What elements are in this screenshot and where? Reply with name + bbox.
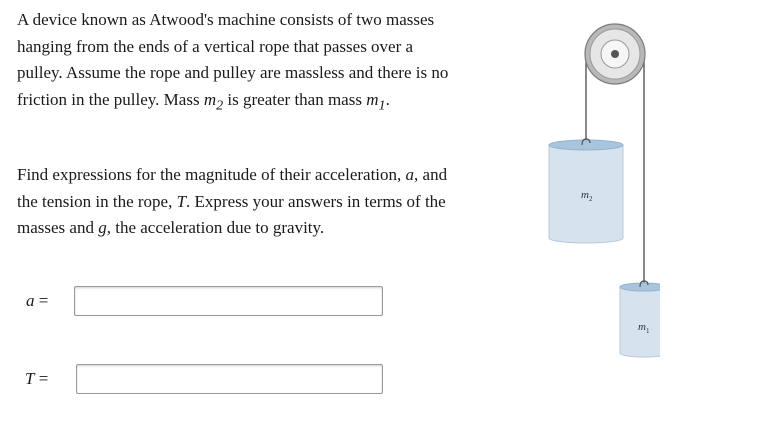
mass-m2-label: $m_2$ xyxy=(581,189,593,203)
intro-text-c: . xyxy=(385,89,390,109)
mass-m2 xyxy=(549,139,623,243)
intro-text-a: A device known as Atwood's machine consists of two masses hanging from the ends of a vertical rope that passes over a pulley. Assume the rope and pulley are massless and there is no friction in the pulley. Mass xyxy=(17,10,449,109)
mass-m1 xyxy=(620,281,660,357)
pulley xyxy=(585,24,645,84)
task-text-b: , and the tension in the rope, xyxy=(17,165,448,211)
axle-icon xyxy=(611,50,619,58)
var-a: a xyxy=(405,165,415,184)
var-t: T xyxy=(176,191,187,211)
task-text-a: Find expressions for the magnitude of their acceleration, xyxy=(17,165,406,184)
mass-m1-label: $m_1$ xyxy=(638,321,650,335)
m1-symbol: $m_1$ xyxy=(366,89,386,114)
acceleration-input[interactable] xyxy=(74,286,383,316)
answer-label-t: T = xyxy=(25,369,49,388)
problem-statement xyxy=(17,7,457,119)
task-statement xyxy=(17,162,457,242)
tension-input[interactable] xyxy=(76,364,383,394)
task-text-d: , the acceleration due to gravity. xyxy=(106,218,325,238)
answer-label-a: a = xyxy=(26,291,49,310)
task-text-c: . Express your answers in terms of the masses and xyxy=(17,191,446,238)
m2-symbol: $m_2$ xyxy=(203,89,224,114)
var-g: g xyxy=(98,218,107,238)
intro-text-b: is greater than mass xyxy=(223,89,367,109)
atwood-machine-diagram xyxy=(540,15,660,365)
